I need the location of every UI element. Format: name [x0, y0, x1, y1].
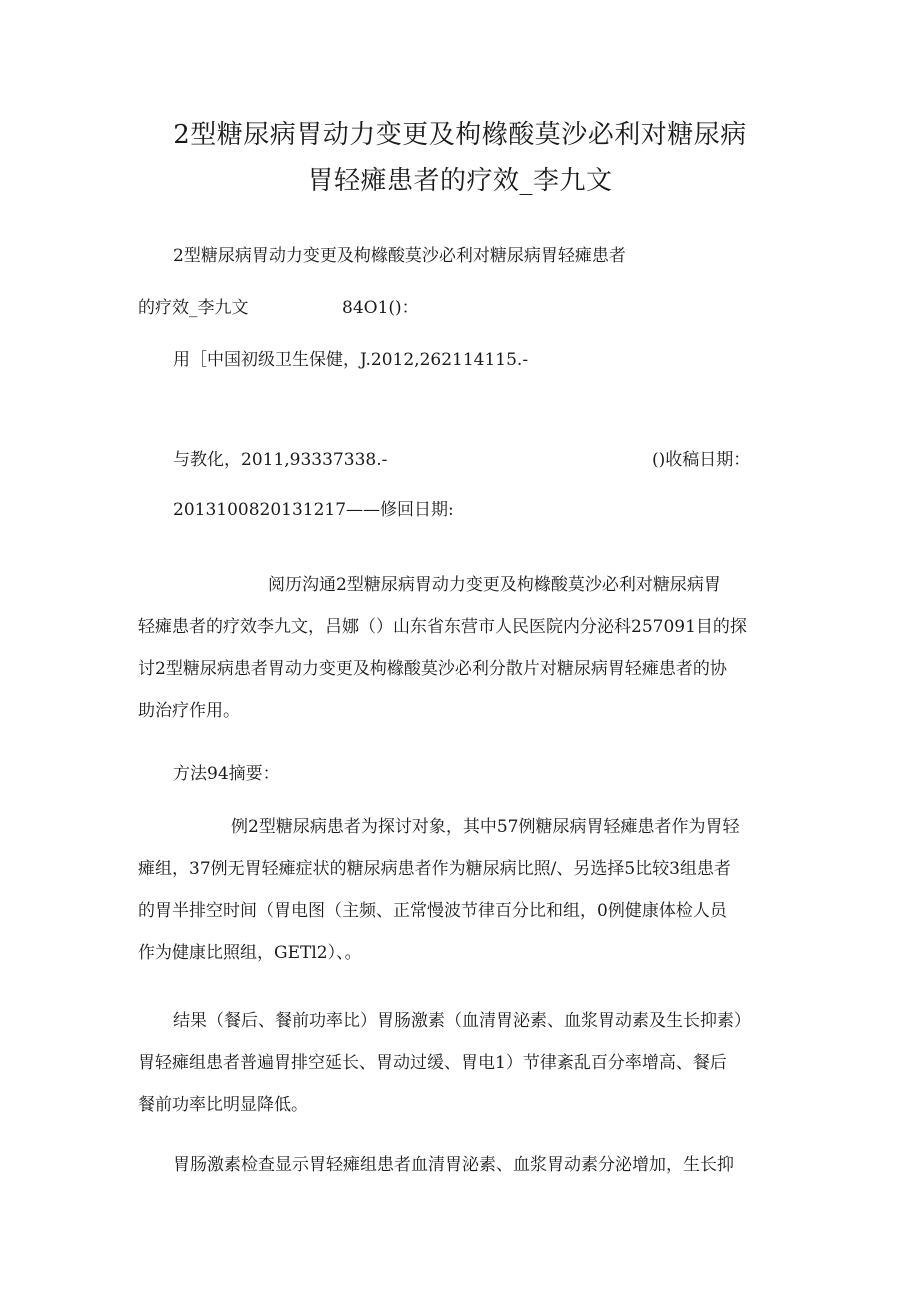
paragraph-background	[138, 564, 788, 732]
text-line: 胃肠激素检查显示胃轻瘫组患者血清胃泌素、血浆胃动素分泌增加，生长抑	[173, 1155, 734, 1175]
text-line: 例2型糖尿病患者为探讨对象，其中57例糖尿病胃轻瘫患者作为胃轻	[231, 817, 740, 837]
title-line-1: 2型糖尿病胃动力变更及枸橼酸莫沙必利对糖尿病	[173, 120, 747, 150]
reference-line-4a: 与教化，2011,93337338.-	[173, 450, 388, 470]
document-title	[100, 112, 820, 204]
text-line: 结果（餐后、餐前功率比）胃肠激素（血清胃泌素、血浆胃动素及生长抑素）	[173, 1011, 751, 1031]
reference-line-4b: ()收稿日期：	[652, 450, 751, 470]
reference-line-2b: 84O1()：	[342, 298, 419, 318]
text-line: 餐前功率比明显降低。	[138, 1095, 308, 1115]
text-line: 阅历沟通2型糖尿病胃动力变更及枸橼酸莫沙必利对糖尿病胃	[268, 575, 721, 595]
reference-line-1: 2型糖尿病胃动力变更及枸橼酸莫沙必利对糖尿病胃轻瘫患者	[173, 246, 626, 266]
text-line: 轻瘫患者的疗效李九文，吕娜（）山东省东营市人民医院内分泌科257091目的探	[138, 617, 747, 637]
paragraph-hormones	[138, 1144, 788, 1186]
text-line: 的胃半排空时间（胃电图（主频、正常慢波节律百分比和组，0例健康体检人员	[138, 901, 727, 921]
paragraph-results	[138, 1000, 788, 1126]
paragraph-method-heading: 方法94摘要：	[173, 764, 280, 784]
reference-line-2a: 的疗效_李九文	[138, 298, 249, 318]
reference-line-3: 用［中国初级卫生保健，J.2012,262114115.-	[173, 350, 529, 370]
text-line: 讨2型糖尿病患者胃动力变更及枸橼酸莫沙必利分散片对糖尿病胃轻瘫患者的协	[138, 659, 727, 679]
text-line: 作为健康比照组，GETl2）、。	[138, 943, 362, 963]
text-line: 瘫组，37例无胃轻瘫症状的糖尿病患者作为糖尿病比照/、另选择5比较3组患者	[138, 859, 731, 879]
title-line-2: 胃轻瘫患者的疗效_李九文	[307, 166, 613, 196]
text-line: 助治疗作用。	[138, 701, 240, 721]
text-line: 胃轻瘫组患者普遍胃排空延长、胃动过缓、胃电1）节律紊乱百分率增高、餐后	[138, 1053, 727, 1073]
paragraph-method	[138, 806, 788, 974]
reference-line-5: 2013100820131217——修回日期:	[173, 500, 454, 520]
